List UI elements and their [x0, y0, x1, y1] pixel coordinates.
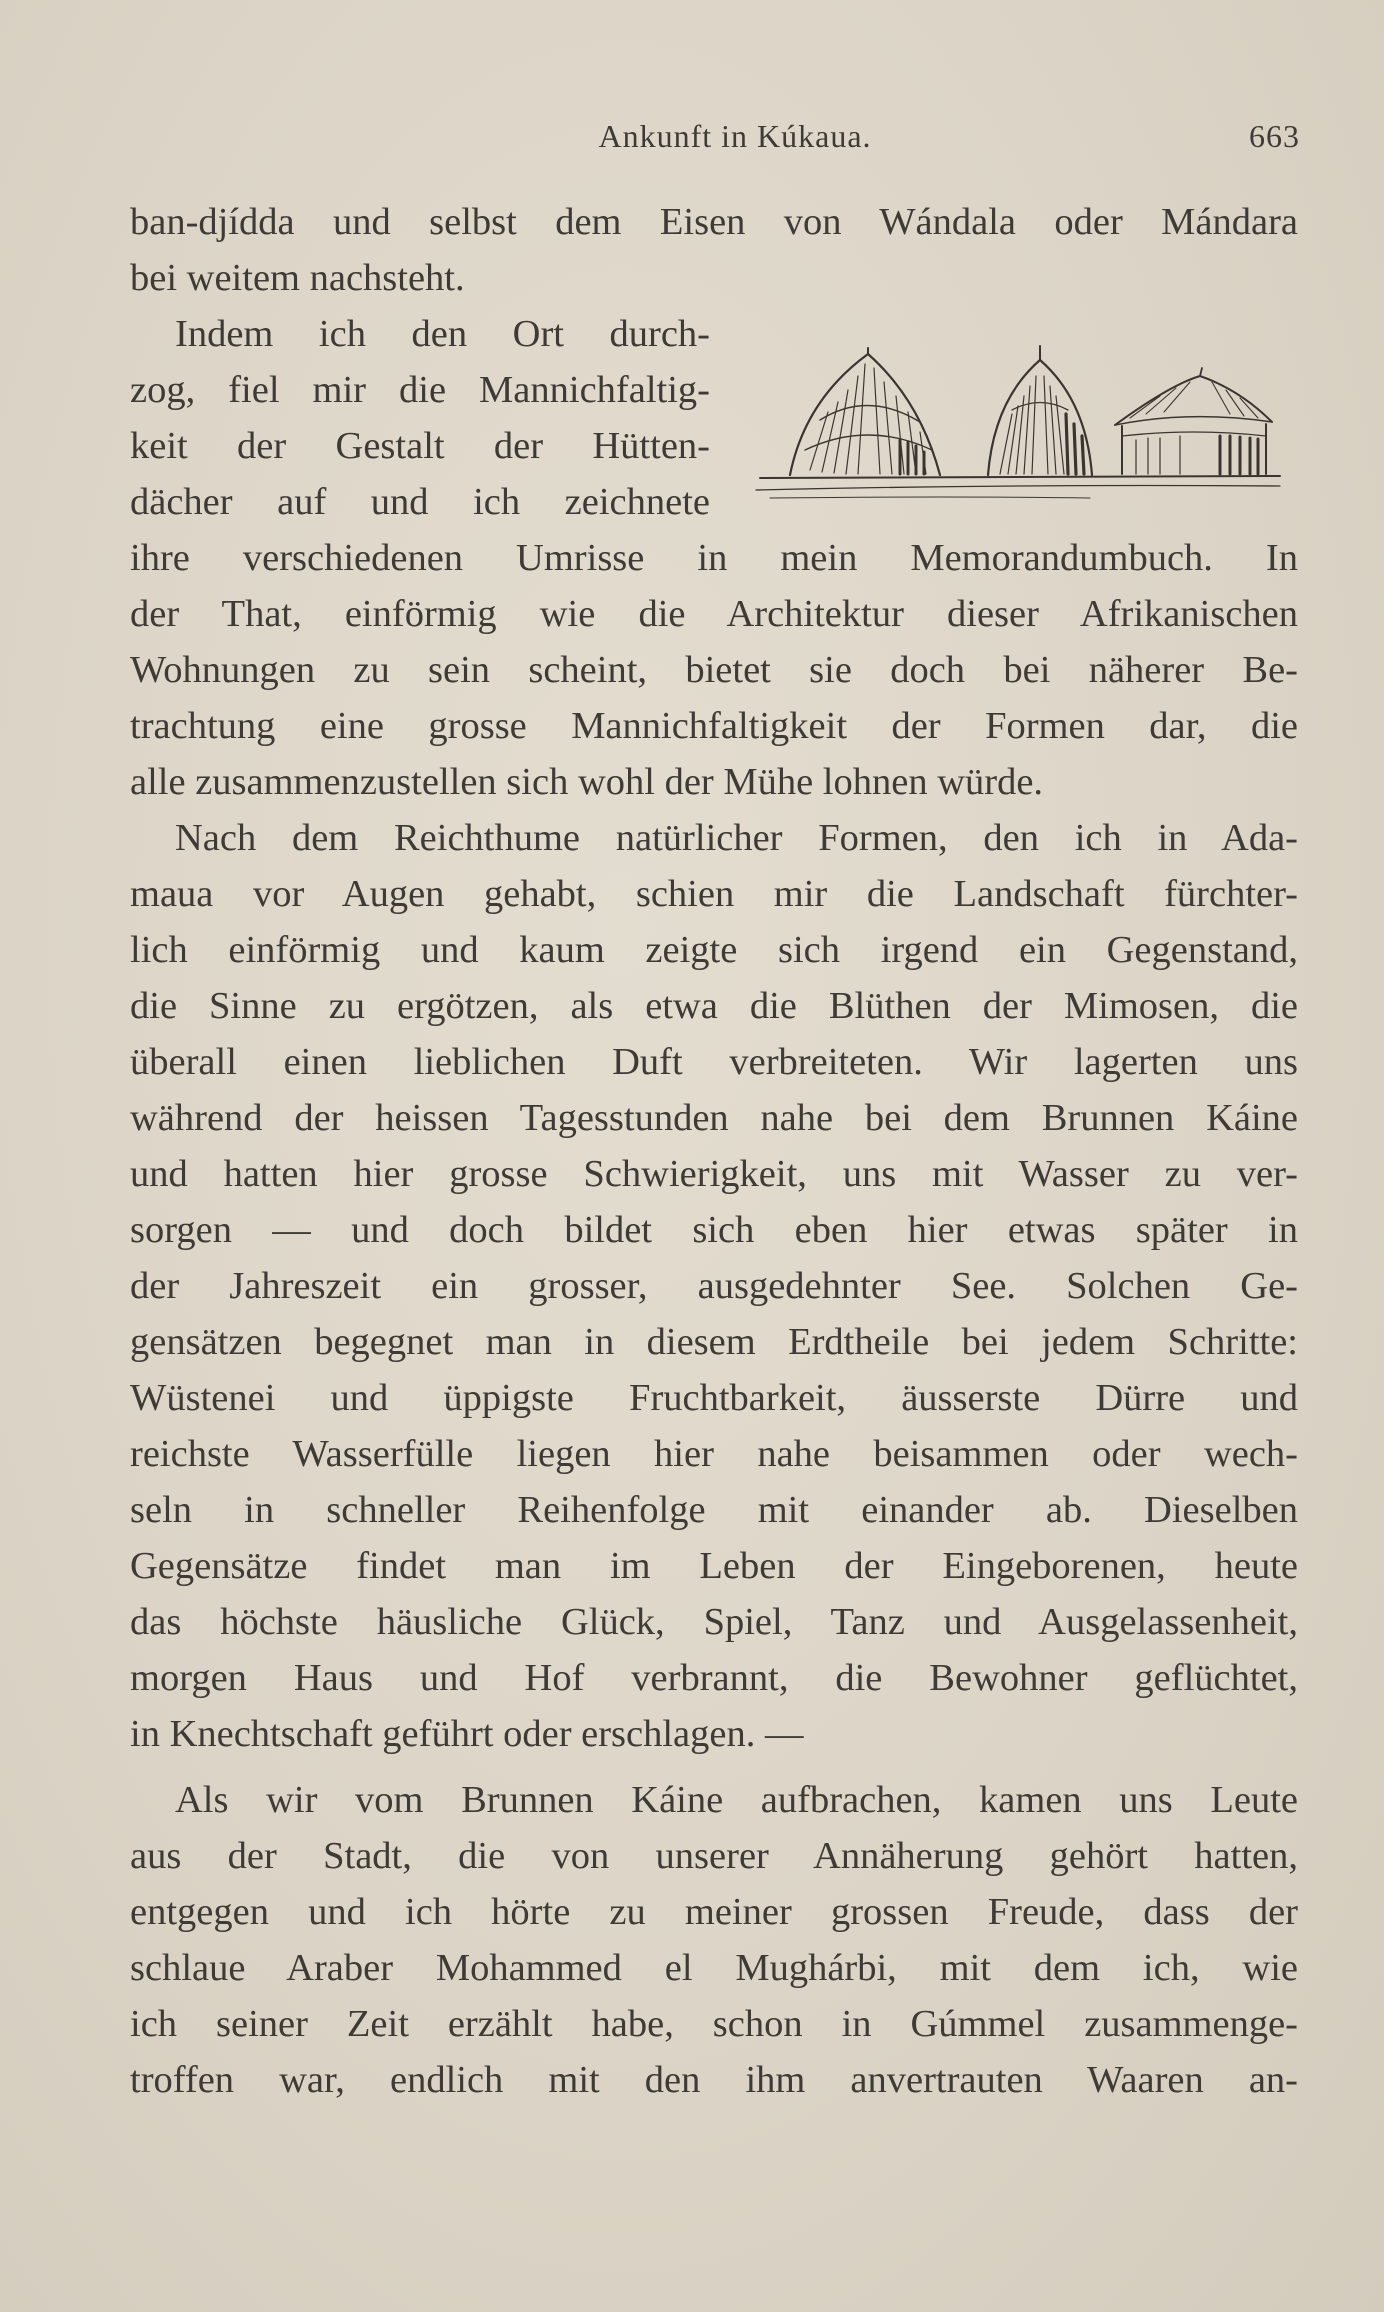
text-line: das höchste häusliche Glück, Spiel, Tanz und Ausgelassenheit, [130, 1601, 1298, 1643]
text-line: Indem ich den Ort durch- [175, 313, 710, 355]
text-line: und hatten hier grosse Schwierigkeit, uns mit Wasser zu ver- [130, 1153, 1298, 1195]
text-line: seln in schneller Reihenfolge mit einander ab. Dieselben [130, 1489, 1298, 1531]
page-number: 663 [1249, 118, 1300, 154]
text-line: zog, fiel mir die Mannichfaltig- [130, 369, 710, 411]
text-line: bei weitem nachsteht. [130, 257, 465, 299]
text-line: entgegen und ich hörte zu meiner grossen Freude, dass der [130, 1891, 1298, 1933]
text-line: Gegensätze findet man im Leben der Eingeborenen, heute [130, 1545, 1298, 1587]
text-line: trachtung eine grosse Mannichfaltigkeit der Formen dar, die [130, 705, 1298, 747]
running-title: Ankunft in Kúkaua. [598, 118, 872, 154]
text-line: lich einförmig und kaum zeigte sich irgend ein Gegenstand, [130, 929, 1298, 971]
text-line: dächer auf und ich zeichnete [130, 481, 710, 523]
text-line: in Knechtschaft geführt oder erschlagen. — [130, 1713, 804, 1755]
text-line: keit der Gestalt der Hütten- [130, 425, 710, 467]
text-line: morgen Haus und Hof verbrannt, die Bewohner geflüchtet, [130, 1657, 1298, 1699]
text-line: während der heissen Tagesstunden nahe bei dem Brunnen Káine [130, 1097, 1298, 1139]
text-line: Wohnungen zu sein scheint, bietet sie doch bei näherer Be- [130, 649, 1298, 691]
page-header [130, 118, 1300, 162]
text-line: troffen war, endlich mit den ihm anvertrauten Waaren an- [130, 2059, 1298, 2101]
ground-lines [756, 476, 1280, 498]
text-line: ich seiner Zeit erzählt habe, schon in Gúmmel zusammenge- [130, 2003, 1298, 2045]
text-line: Wüstenei und üppigste Fruchtbarkeit, äusserste Dürre und [130, 1377, 1298, 1419]
text-line: Als wir vom Brunnen Káine aufbrachen, kamen uns Leute [175, 1779, 1298, 1821]
hut-1-sketch [790, 348, 940, 475]
hut-2-sketch [988, 346, 1092, 475]
text-line: schlaue Araber Mohammed el Mughárbi, mit dem ich, wie [130, 1947, 1298, 1989]
text-line: maua vor Augen gehabt, schien mir die Landschaft fürchter- [130, 873, 1298, 915]
text-line: ihre verschiedenen Umrisse in mein Memorandumbuch. In [130, 537, 1298, 579]
text-line: ban-djídda und selbst dem Eisen von Wándala oder Mándara [130, 201, 1298, 243]
hut-roofs-illustration [750, 340, 1290, 510]
text-line: gensätzen begegnet man in diesem Erdtheile bei jedem Schritte: [130, 1321, 1298, 1363]
text-line: alle zusammenzustellen sich wohl der Mühe lohnen würde. [130, 761, 1044, 803]
hut-3-sketch [1115, 368, 1272, 474]
text-line: Nach dem Reichthume natürlicher Formen, den ich in Ada- [175, 817, 1298, 859]
text-line: überall einen lieblichen Duft verbreiteten. Wir lagerten uns [130, 1041, 1298, 1083]
text-line: der Jahreszeit ein grosser, ausgedehnter See. Solchen Ge- [130, 1265, 1298, 1307]
text-line: aus der Stadt, die von unserer Annäherung gehört hatten, [130, 1835, 1298, 1877]
text-line: die Sinne zu ergötzen, als etwa die Blüthen der Mimosen, die [130, 985, 1298, 1027]
text-line: der That, einförmig wie die Architektur dieser Afrikanischen [130, 593, 1298, 635]
text-line: sorgen — und doch bildet sich eben hier etwas später in [130, 1209, 1298, 1251]
text-line: reichste Wasserfülle liegen hier nahe beisammen oder wech- [130, 1433, 1298, 1475]
